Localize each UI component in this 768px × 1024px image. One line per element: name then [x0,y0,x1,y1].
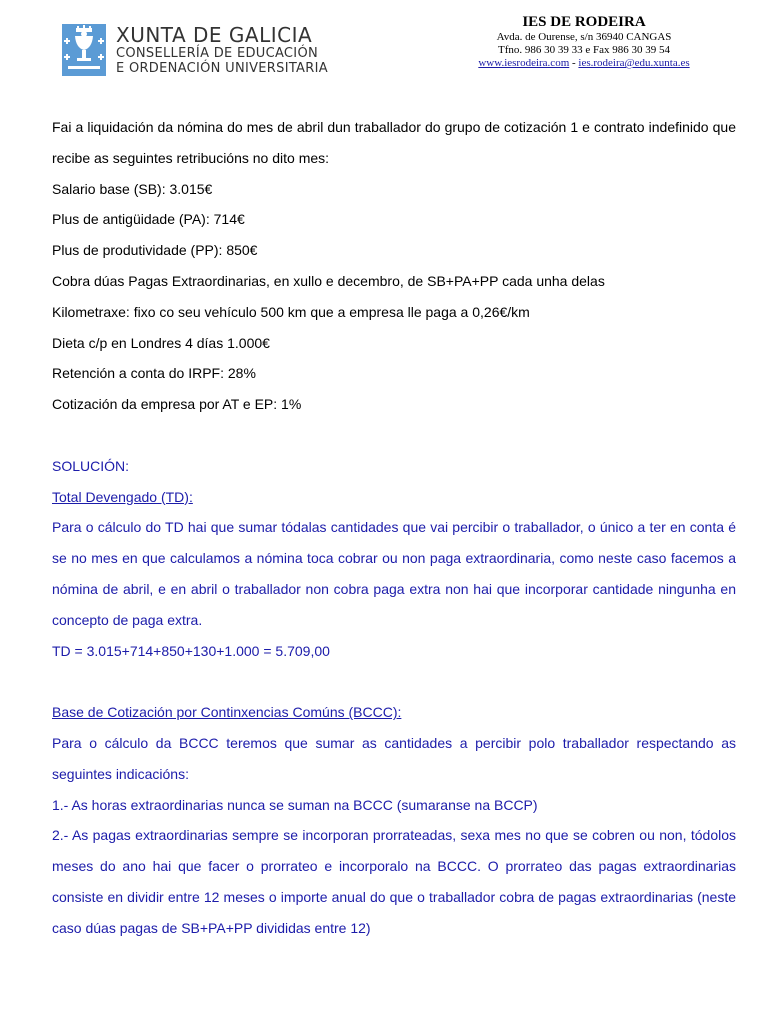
statement-item: Plus de antigüidade (PA): 714€ [52,211,245,228]
school-email-link[interactable]: ies.rodeira@edu.xunta.es [578,57,690,69]
xunta-de-galicia-emblem-icon [62,24,106,76]
school-phone: Tfno. 986 30 39 33 e Fax 986 30 39 54 [497,44,670,56]
xunta-logo [62,24,328,76]
xunta-title: XUNTA DE GALICIA [116,23,313,47]
school-name: IES DE RODEIRA [522,14,646,30]
document-body [52,112,736,944]
link-separator: - [569,57,579,69]
spacer [52,420,736,451]
bccc-title: Base de Cotización por Continxencias Comúns (BCCC): [52,704,402,721]
statement-item: Cobra dúas Pagas Extraordinarias, en xullo e decembro, de SB+PA+PP cada unha delas [52,272,605,289]
school-website-link[interactable]: www.iesrodeira.com [478,57,570,69]
school-links [460,57,708,70]
conselleria-line-2: E ORDENACIÓN UNIVERSITARIA [116,61,328,76]
solution-heading: SOLUCIÓN: [52,457,130,474]
statement-item: Dieta c/p en Londres 4 días 1.000€ [52,334,270,351]
statement-item: Plus de produtividade (PP): 850€ [52,242,258,259]
conselleria-line-1: CONSELLERÍA DE EDUCACIÓN [116,46,318,61]
statement-intro: Fai a liquidación da nómina do mes de abril dun traballador do grupo de cotización 1 e contrato indefinido que recibe as seguintes retribucións no dito mes: [52,119,736,166]
td-explanation: Para o cálculo do TD hai que sumar tódalas cantidades que vai percibir o traballador, o único a ter en conta é se no mes en que calculamos a nómina toca cobrar ou non paga extraordinaria, como neste caso facemos a nómina de abril, e en abril o traballador non cobra paga extra non hai que incorporar cantidade ningunha en concepto de paga extra. [52,519,736,628]
school-address: Avda. de Ourense, s/n 36940 CANGAS [496,31,672,43]
bccc-explanation: Para o cálculo da BCCC teremos que sumar as cantidades a percibir polo traballador respectando as seguintes indicacións: [52,734,736,782]
td-formula: TD = 3.015+714+850+130+1.000 = 5.709,00 [52,642,330,659]
statement-item: Salario base (SB): 3.015€ [52,180,213,197]
statement-item: Kilometraxe: fixo co seu vehículo 500 km que a empresa lle paga a 0,26€/km [52,303,530,320]
xunta-logo-text [116,24,328,76]
statement-item: Retención a conta do IRPF: 28% [52,365,256,382]
statement-item: Cotización da empresa por AT e EP: 1% [52,396,302,413]
spacer [52,666,736,697]
school-info [460,14,708,70]
bccc-point-2: 2.- As pagas extraordinarias sempre se incorporan prorrateadas, sexa mes no que se cobren ou non, tódolos meses do ano hai que facer o prorrateo e incorporalo na BCCC. O prorrateo das pagas extraordinarias consiste en dividir entre 12 meses o importe anual do que o traballador cobra de pagas extraordinarias (neste caso dúas pagas de SB+PA+PP divididas entre 12) [52,827,736,936]
bccc-point-1: 1.- As horas extraordinarias nunca se suman na BCCC (sumaranse na BCCP) [52,796,538,813]
td-title: Total Devengado (TD): [52,488,193,505]
